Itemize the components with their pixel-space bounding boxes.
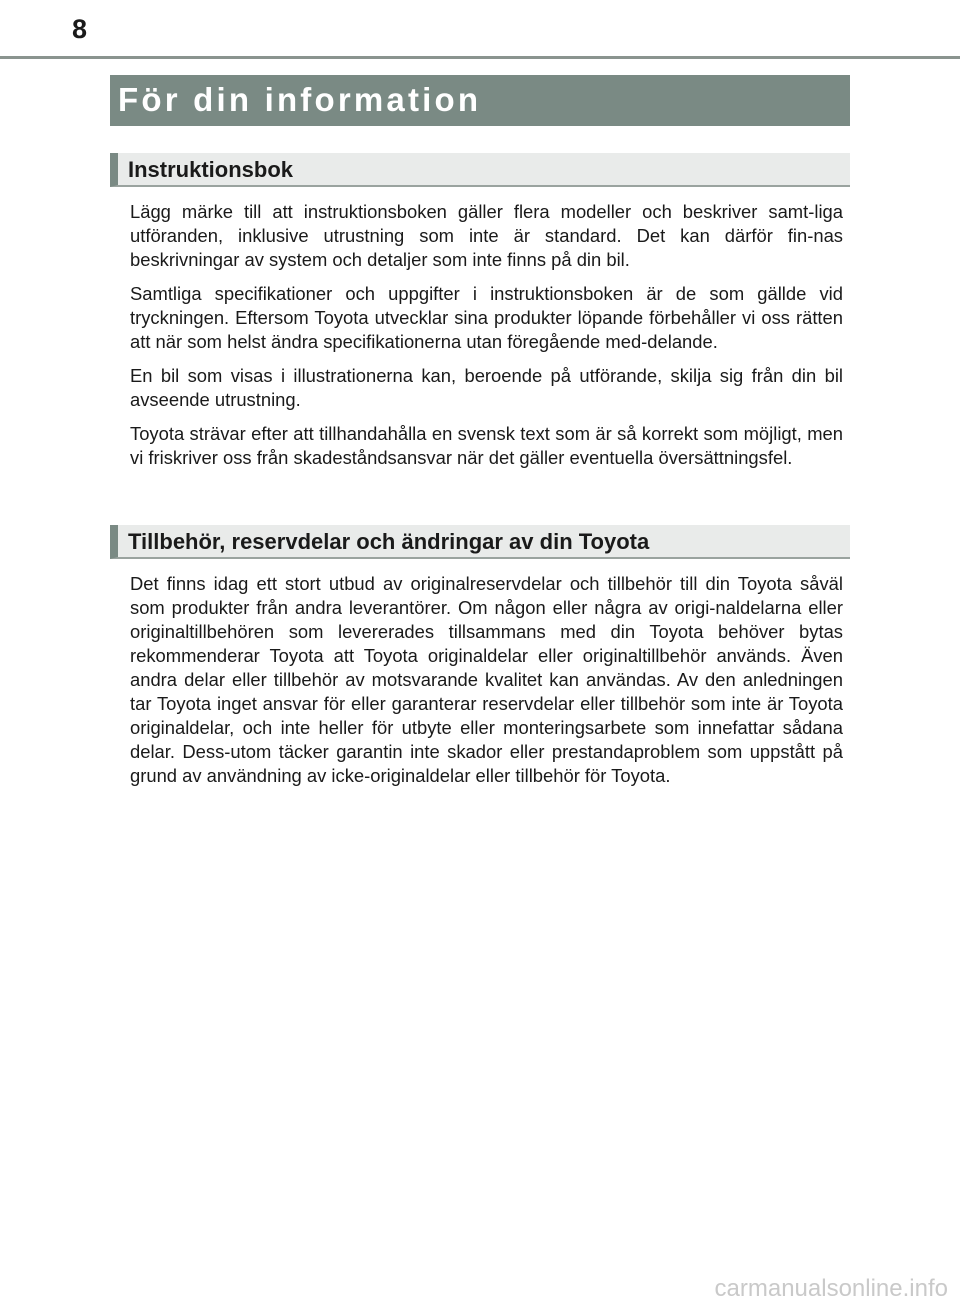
section-body-tillbehor	[130, 572, 843, 798]
chapter-title-band	[110, 75, 850, 126]
paragraph: Samtliga specifikationer och uppgifter i instruktionsboken är de som gällde vid tryckningen. Eftersom Toyota utvecklar sina produkter löpande förbehåller vi oss rätten att när som helst ändra specifikationerna utan föregående med-delande.	[130, 283, 843, 352]
paragraph: En bil som visas i illustrationerna kan, beroende på utförande, skilja sig från din bil avseende utrustning.	[130, 365, 843, 410]
section-header-tillbehor	[110, 525, 850, 559]
section-body-instruktionsbok	[130, 200, 843, 480]
paragraph: Lägg märke till att instruktionsboken gäller flera modeller och beskriver samt-liga utföranden, inklusive utrustning som inte är standard. Det kan därför fin-nas beskrivningar av system och detaljer som inte finns på din bil.	[130, 201, 843, 270]
section-heading: Tillbehör, reservdelar och ändringar av din Toyota	[128, 529, 650, 554]
section-header-instruktionsbok	[110, 153, 850, 187]
chapter-title: För din information	[118, 81, 482, 118]
watermark: carmanualsonline.info	[714, 1275, 948, 1302]
paragraph: Det finns idag ett stort utbud av originalreservdelar och tillbehör till din Toyota såväl som produkter från andra leverantörer. Om någon eller några av origi-naldelarna eller originaltillbehören som levererades tillsammans med din Toyota behöver bytas rekommenderar Toyota att Toyota originaldelar eller originaltillbehör används. Även andra delar eller tillbehör av motsvarande kvalitet kan användas. Av den anledningen tar Toyota inget ansvar för eller garanterar reservdelar eller tillbehör som inte är Toyota originaldelar, och inte heller för utbyte eller monteringsarbete som innefattar sådana delar. Dess-utom täcker garantin inte skador eller prestandaproblem som uppstått på grund av användning av icke-originaldelar eller tillbehör för Toyota.	[130, 573, 843, 786]
header-rule	[0, 56, 960, 59]
page-number: 8	[72, 14, 88, 44]
paragraph: Toyota strävar efter att tillhandahålla en svensk text som är så korrekt som möjligt, men vi friskriver oss från skadeståndsansvar när det gäller eventuella översättningsfel.	[130, 423, 843, 468]
section-heading: Instruktionsbok	[128, 157, 294, 182]
